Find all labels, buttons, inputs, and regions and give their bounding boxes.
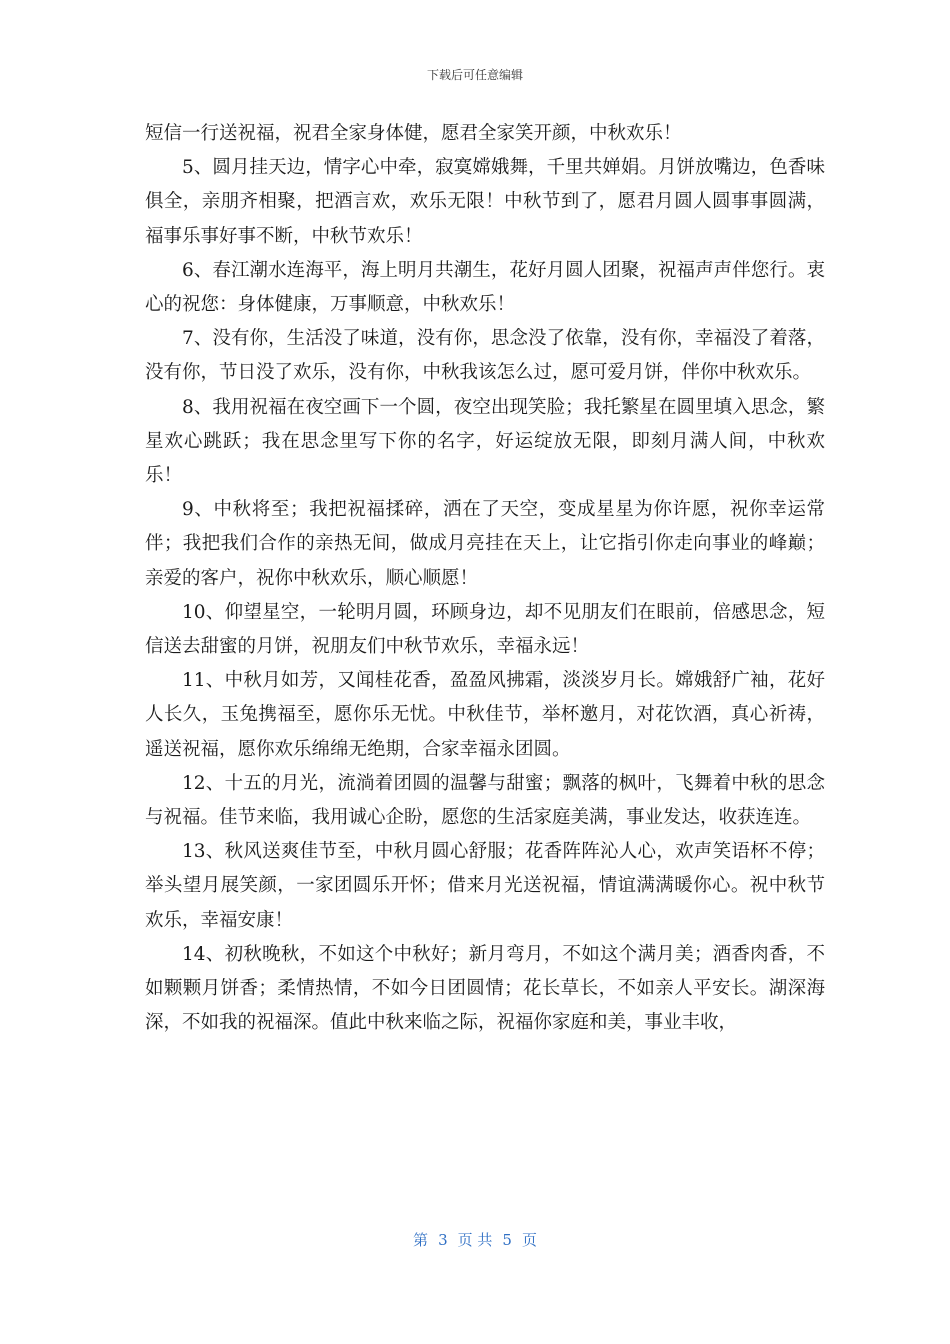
paragraph-5: 5、圆月挂天边，情字心中牵，寂寞嫦娥舞，千里共婵娟。月饼放嘴边，色香味俱全，亲朋齐相聚，把酒言欢，欢乐无限！中秋节到了，愿君月圆人圆事事圆满，福事乐事好事不断，中秋节欢乐！ xyxy=(145,157,825,247)
footer-middle: 页 共 xyxy=(457,1231,493,1249)
document-body xyxy=(145,117,825,1040)
paragraph-8: 8、我用祝福在夜空画下一个圆，夜空出现笑脸；我托繁星在圆里填入思念，繁星欢心跳跃；我在思念里写下你的名字，好运绽放无限，即刻月满人间，中秋欢乐！ xyxy=(145,396,825,487)
paragraph-12: 12、十五的月光，流淌着团圆的温馨与甜蜜；飘落的枫叶，飞舞着中秋的思念与祝福。佳节来临，我用诚心企盼，愿您的生活家庭美满，事业发达，收获连连。 xyxy=(145,772,825,829)
footer-page-number: 3 xyxy=(438,1231,448,1249)
footer-total-pages: 5 xyxy=(502,1231,512,1249)
paragraph-11: 11、中秋月如芳，又闻桂花香，盈盈风拂霜，淡淡岁月长。嫦娥舒广袖，花好人长久，玉兔携福至，愿你乐无忧。中秋佳节，举杯邀月，对花饮酒，真心祈祷，遥送祝福，愿你欢乐绵绵无绝期，合家幸福永团圆。 xyxy=(145,670,825,760)
paragraph-14: 14、初秋晚秋，不如这个中秋好；新月弯月，不如这个满月美；酒香肉香，不如颗颗月饼香；柔情热情，不如今日团圆情；花长草长，不如亲人平安长。湖深海深，不如我的祝福深。值此中秋来临之际，祝福你家庭和美，事业丰收， xyxy=(145,943,825,1034)
paragraph-7: 7、没有你，生活没了味道，没有你，思念没了依靠，没有你，幸福没了着落，没有你，节日没了欢乐，没有你，中秋我该怎么过，愿可爱月饼，伴你中秋欢乐。 xyxy=(145,328,825,384)
footer-suffix: 页 xyxy=(521,1231,537,1249)
paragraph-continuation: 短信一行送祝福，祝君全家身体健，愿君全家笑开颜，中秋欢乐！ xyxy=(145,123,682,144)
footer-prefix: 第 xyxy=(413,1231,429,1249)
paragraph-9: 9、中秋将至；我把祝福揉碎，洒在了天空，变成星星为你许愿，祝你幸运常伴；我把我们合作的亲热无间，做成月亮挂在天上，让它指引你走向事业的峰巅；亲爱的客户，祝你中秋欢乐，顺心顺愿！ xyxy=(145,499,825,589)
paragraph-6: 6、春江潮水连海平，海上明月共潮生，花好月圆人团聚，祝福声声伴您行。衷心的祝您：身体健康，万事顺意，中秋欢乐！ xyxy=(145,259,825,316)
page-header: 下载后可任意编辑 xyxy=(426,68,523,82)
page-footer xyxy=(0,1229,950,1250)
paragraph-10: 10、仰望星空，一轮明月圆，环顾身边，却不见朋友们在眼前，倍感思念，短信送去甜蜜的月饼，祝朋友们中秋节欢乐，幸福永远！ xyxy=(145,601,825,658)
paragraph-13: 13、秋风送爽佳节至，中秋月圆心舒服；花香阵阵沁人心，欢声笑语杯不停；举头望月展笑颜，一家团圆乐开怀；借来月光送祝福，情谊满满暖你心。祝中秋节欢乐，幸福安康！ xyxy=(145,841,825,931)
